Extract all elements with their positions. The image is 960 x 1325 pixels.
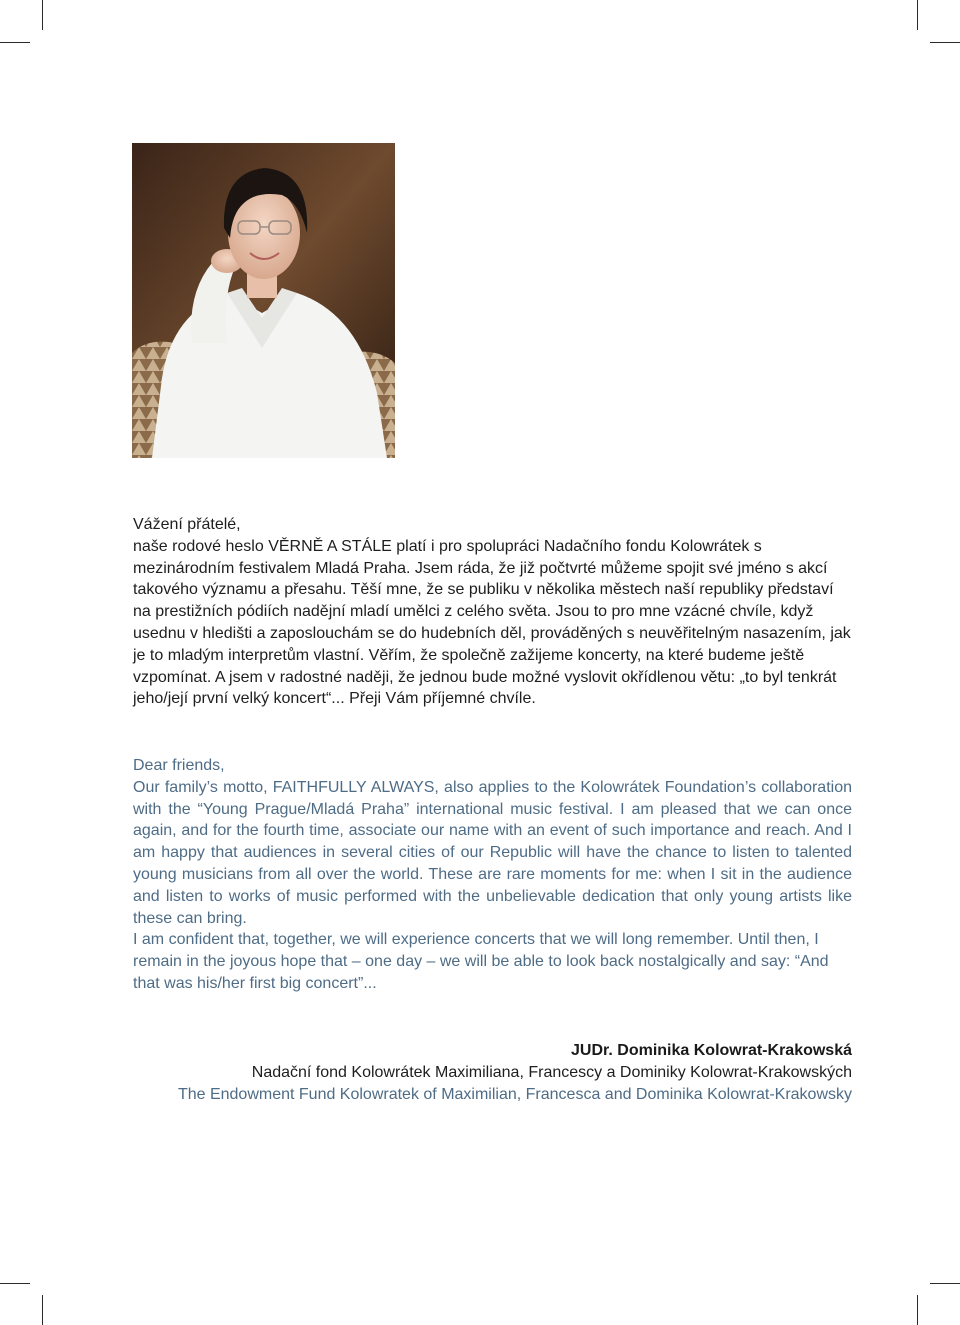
english-letter [133, 755, 852, 995]
crop-mark-top-left-vertical [42, 0, 43, 30]
signature-block [112, 1040, 852, 1106]
crop-mark-bottom-right-horizontal [930, 1283, 960, 1284]
crop-mark-bottom-left-horizontal [0, 1283, 30, 1284]
crop-mark-bottom-right-vertical [917, 1295, 918, 1325]
crop-mark-top-right-horizontal [930, 42, 960, 43]
english-paragraph-2: I am confident that, together, we will experience concerts that we will long remember. Until then, I remain in the joyous hope that – one day – we will be able to look back nostalgically and say: “And that was his/her first big concert”... [133, 931, 829, 992]
czech-paragraph: naše rodové heslo VĚRNĚ A STÁLE platí i pro spolupráci Nadačního fondu Kolowrátek s mezinárodním festivalem Mladá Praha. Jsem ráda, že již počtvrté můžeme spojit své jméno s akcí takového významu a přesahu. Těší mne, že se publiku v několika městech naší republiky představí na prestižních pódiích nadějní mladí umělci z celého světa. Jsou to pro mne vzácné chvíle, když usednu v hledišti a zaposlouchám se do hudebních děl, prováděných s neuvěřitelným nasazením, jak je to mladým interpretům vlastní. Věřím, že společně zažijeme koncerty, na které budeme ještě vzpomínat. A jsem v radostné naději, že jednou bude možné vyslovit okřídlenou větu: „to byl tenkrát jeho/její první velký koncert“... Přeji Vám příjemné chvíle. [133, 537, 851, 708]
english-paragraph-1: Our family’s motto, FAITHFULLY ALWAYS, also applies to the Kolowrátek Foundation’s collaboration with the “Young Prague/Mladá Praha” international music festival. I am pleased that we can once again, and for the fourth time, associate our name with an event of such importance and reach. And I am happy that audiences in several cities of our Republic will have the chance to listen to talented young musicians from all over the world. These are rare moments for me: when I sit in the audience and listen to works of music performed with the unbelievable dedication that only young artists like these can bring. [133, 778, 852, 927]
portrait-photo [132, 143, 395, 458]
czech-greeting: Vážení přátelé, [133, 516, 241, 533]
crop-mark-top-left-horizontal [0, 42, 30, 43]
signature-name: JUDr. Dominika Kolowrat-Krakowská [571, 1042, 852, 1059]
crop-mark-bottom-left-vertical [42, 1295, 43, 1325]
crop-mark-top-right-vertical [917, 0, 918, 30]
czech-letter [133, 514, 852, 710]
signature-organization-english: The Endowment Fund Kolowratek of Maximilian, Francesca and Dominika Kolowrat-Krakowsky [177, 1086, 852, 1103]
portrait-illustration [132, 143, 395, 458]
english-greeting: Dear friends, [133, 757, 225, 774]
signature-organization-czech: Nadační fond Kolowrátek Maximiliana, Francescy a Dominiky Kolowrat-Krakowských [251, 1064, 852, 1081]
